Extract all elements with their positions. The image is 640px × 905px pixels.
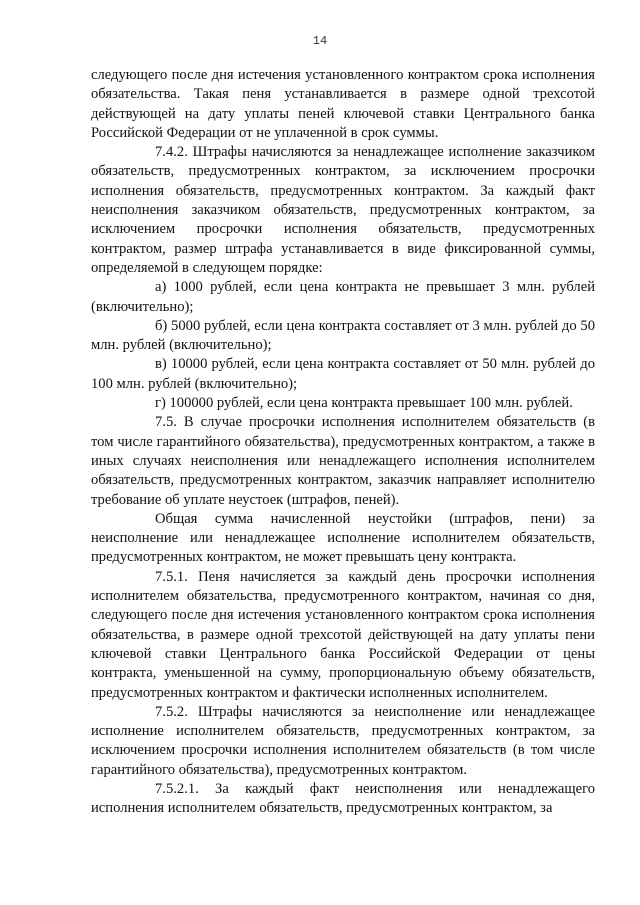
- list-item-v: в) 10000 рублей, если цена контракта составляет от 50 млн. рублей до 100 млн. рублей (включительно);: [91, 356, 595, 392]
- paragraph-7-5: 7.5. В случае просрочки исполнения исполнителем обязательств (в том числе гарантийного обязательства), предусмотренных контрактом, а также в иных случаях неисполнения или ненадлежащего исполнения исполнителем обязательств, предусмотренных контрактом, заказчик направляет исполнителю требование об уплате неустоек (штрафов, пеней).: [91, 414, 595, 508]
- paragraph-7-5-1: 7.5.1. Пеня начисляется за каждый день просрочки исполнения исполнителем обязательства, предусмотренного контрактом, начиная со дня, следующего после дня истечения установленного контрактом срока исполнения обязательства, в размере одной трехсотой действующей на дату уплаты пени ключевой ставки Центрального банка Российской Федерации от цены контракта, уменьшенной на сумму, пропорциональную объему обязательств, предусмотренных контрактом и фактически исполненных исполнителем.: [91, 568, 595, 701]
- page-number: 14: [312, 34, 328, 48]
- list-item-g: г) 100000 рублей, если цена контракта превышает 100 млн. рублей.: [155, 395, 573, 412]
- document-body: [91, 66, 595, 819]
- paragraph-7-5-2: 7.5.2. Штрафы начисляются за неисполнение или ненадлежащее исполнение исполнителем обязательств, предусмотренных контрактом, за исключением просрочки исполнения исполнителем обязательств (в том числе гарантийного обязательства), предусмотренных контрактом.: [91, 703, 595, 778]
- list-item-a: а) 1000 рублей, если цена контракта не превышает 3 млн. рублей (включительно);: [91, 279, 595, 315]
- paragraph-continuation: следующего после дня истечения установленного контрактом срока исполнения обязательства. Такая пеня устанавливается в размере одной трехсотой действующей на дату уплаты пеней ключевой ставки Центрального банка Российской Федерации от не уплаченной в срок суммы.: [91, 67, 595, 141]
- list-item-b: б) 5000 рублей, если цена контракта составляет от 3 млн. рублей до 50 млн. рублей (включительно);: [91, 317, 595, 354]
- paragraph-total-penalty: Общая сумма начисленной неустойки (штрафов, пени) за неисполнение или ненадлежащее исполнение исполнителем обязательств, предусмотренных контрактом, не может превышать цену контракта.: [91, 510, 595, 566]
- paragraph-7-4-2: 7.4.2. Штрафы начисляются за ненадлежащее исполнение заказчиком обязательств, предусмотренных контрактом, за исключением просрочки исполнения обязательств, предусмотренных контрактом. За каждый факт неисполнения заказчиком обязательств, предусмотренных контрактом, за исключением просрочки исполнения обязательств, предусмотренных контрактом, размер штрафа устанавливается в виде фиксированной суммы, определяемой в следующем порядке:: [91, 144, 595, 276]
- paragraph-7-5-2-1: 7.5.2.1. За каждый факт неисполнения или ненадлежащего исполнения исполнителем обязательств, предусмотренных контрактом, за: [91, 780, 595, 817]
